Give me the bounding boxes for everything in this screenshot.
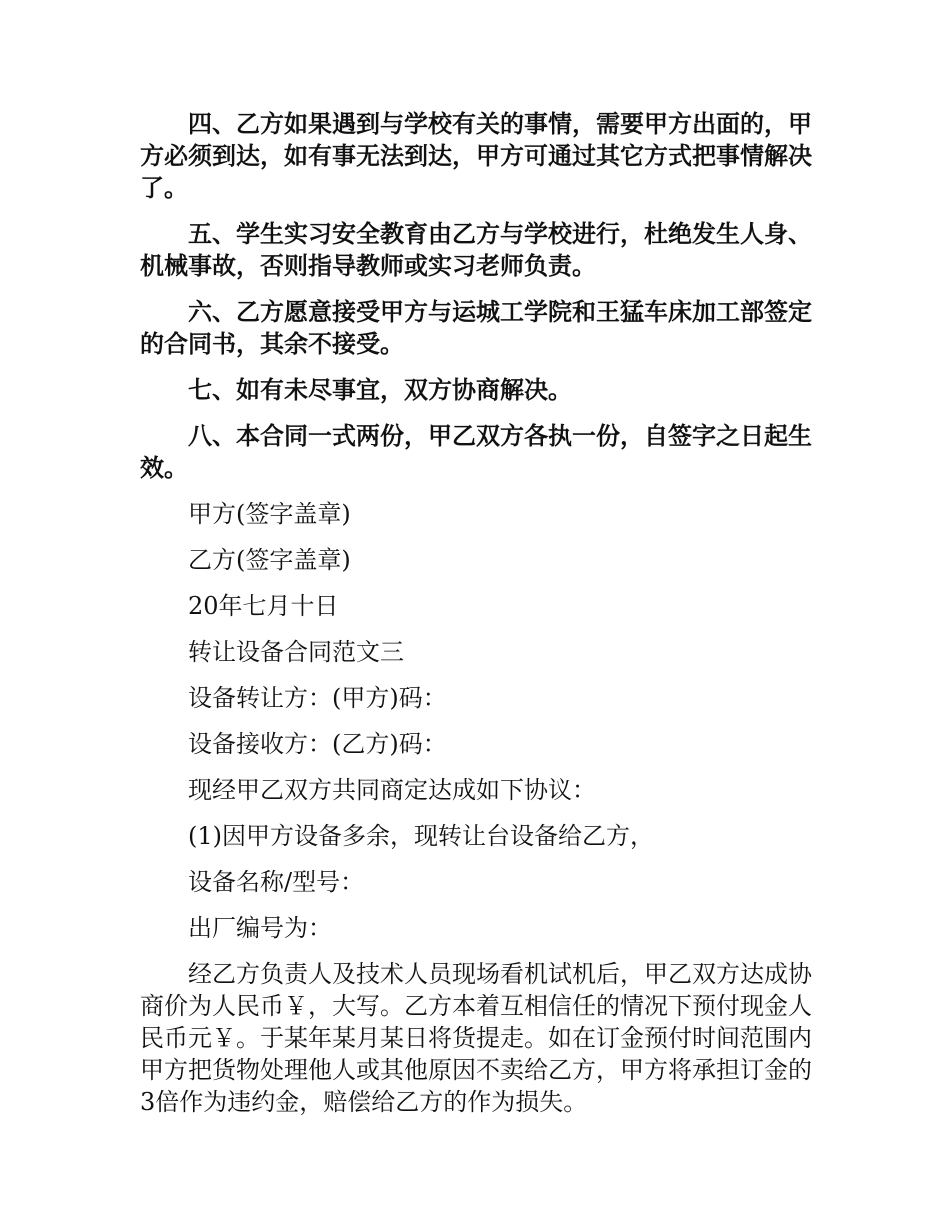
section-title: 转让设备合同范文三 (188, 638, 404, 666)
clause-5: 五、学生实习安全教育由乙方与学校进行，杜绝发生人身、机械事故，否则指导教师或实习老师负责。 (140, 219, 812, 280)
clause-7: 七、如有未尽事宜，双方协商解决。 (188, 375, 572, 404)
transferee-line: 设备接收方：(乙方)码： (188, 730, 447, 758)
transferor-line: 设备转让方：(甲方)码： (188, 684, 447, 712)
equipment-name-line: 设备名称/型号： (188, 868, 365, 896)
serial-number-line: 出厂编号为： (188, 914, 332, 942)
clause-8: 八、本合同一式两份，甲乙双方各执一份，自签字之日起生效。 (140, 421, 812, 482)
party-b-signature-line: 乙方(签字盖章) (188, 546, 351, 574)
agreement-intro: 现经甲乙双方共同商定达成如下协议： (188, 776, 596, 804)
price-clause: 经乙方负责人及技术人员现场看机试机后，甲乙双方达成协商价为人民币￥，大写。乙方本着互相信任的情况下预付现金人民币元￥。于某年某月某日将货提走。如在订金预付时间范围内甲方把货物处理他人或其他原因不卖给乙方，甲方将承担订金的3倍作为违约金，赔偿给乙方的作为损失。 (140, 960, 812, 1116)
document-body (140, 108, 820, 1132)
clause-6: 六、乙方愿意接受甲方与运城工学院和王猛车床加工部签定的合同书，其余不接受。 (140, 297, 812, 358)
clause-1-text: (1)因甲方设备多余，现转让台设备给乙方， (188, 822, 654, 850)
signing-date: 20年七月十日 (188, 592, 339, 620)
clause-4: 四、乙方如果遇到与学校有关的事情，需要甲方出面的，甲方必须到达，如有事无法到达，甲方可通过其它方式把事情解决了。 (140, 109, 812, 202)
party-a-signature-line: 甲方(签字盖章) (188, 500, 351, 528)
